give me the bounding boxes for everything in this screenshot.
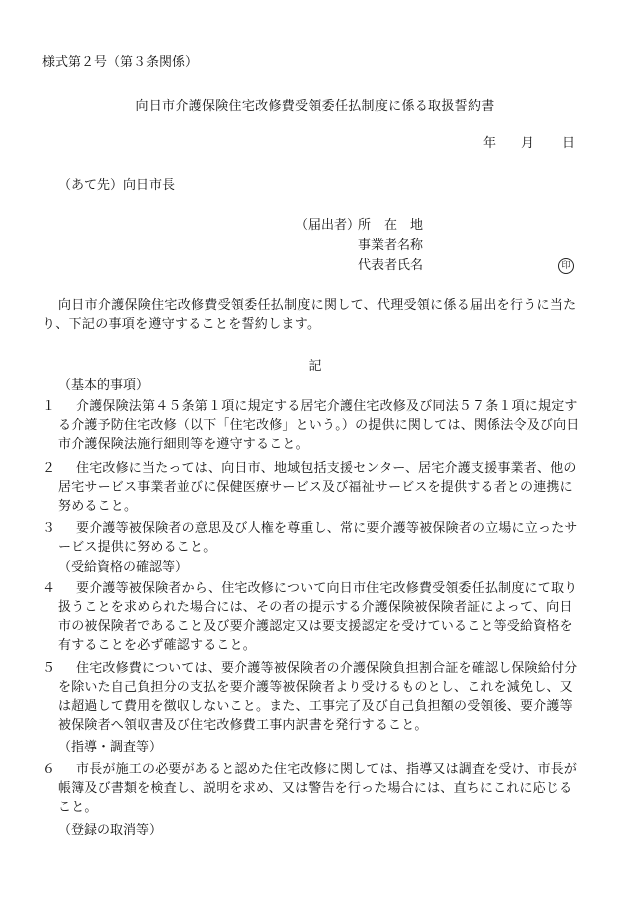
item-line: る介護予防住宅改修（以下「住宅改修」という。）の提供に関しては、関係法令及び向日 [58,418,580,433]
item-line: 要介護等被保険者から、住宅改修について向日市住宅改修費受領委任払制度にて取り [76,581,578,596]
item-line: 市の被保険者であること及び要介護認定又は要支援認定を受けていること等受給資格を [58,619,573,634]
item-line: 有することを必ず確認すること。 [58,638,257,653]
list-item [42,659,590,678]
item-number: ６ [42,762,56,777]
item-line: 扱うことを求められた場合には、その者の提示する介護保険被保険者証によって、向日 [58,600,573,615]
item-line: 介護保険法第４５条第１項に規定する居宅介護住宅改修及び同法５７条１項に規定す [76,399,578,414]
applicant-representative: 代表者氏名 [358,258,424,273]
list-item [42,397,590,416]
item-line: 市長が施工の必要があると認めた住宅改修に関しては、指導又は調査を受け、市長が [76,762,578,777]
item-line: を除いた自己負担分の支払を要介護等被保険者より受けるものとし、これを減免し、又 [58,680,573,695]
item-number: ５ [42,661,56,676]
list-item [42,519,590,538]
date-day: 日 [562,136,576,151]
addressee: （あて先）向日市長 [58,178,176,193]
section-heading-eligibility: （受給資格の確認等） [58,560,189,575]
intro-line: 向日市介護保険住宅改修費受領委任払制度に関して、代理受領に係る届出を行うに当た [58,298,577,313]
item-line: 住宅改修に当たっては、向日市、地域包括支援センター、居宅介護支援事業者、他の [76,461,577,476]
item-number: ３ [42,521,56,536]
document-title: 向日市介護保険住宅改修費受領委任払制度に係る取扱誓約書 [135,99,495,114]
list-item [42,579,590,598]
list-item [42,459,590,478]
item-number: ４ [42,581,56,596]
applicant-address: 所 在 地 [358,218,424,233]
item-line: 被保険者へ領収書及び住宅改修費工事内訳書を発行すること。 [58,718,428,733]
date-year: 年 [483,136,497,151]
item-line: 居宅サービス事業者並びに保健医療サービス及び福祉サービスを提供する者との連携に [58,480,573,495]
form-number: 様式第２号（第３条関係） [42,55,199,70]
item-number: １ [42,399,56,414]
item-line: 帳簿及び書類を検査し、説明を求め、又は警告を行った場合には、直ちにこれに応じる [58,781,573,796]
item-line: 住宅改修費については、要介護等被保険者の介護保険負担割合証を確認し保険給付分 [76,661,578,676]
list-item [42,760,590,779]
item-line: 努めること。 [58,499,138,514]
seal-mark: 印 [558,258,574,274]
item-line: こと。 [58,800,98,815]
date-month: 月 [521,136,535,151]
item-number: ２ [42,461,56,476]
applicant-business-name: 事業者名称 [358,238,424,253]
applicant-label: （届出者） [295,218,361,233]
item-line: ービス提供に努めること。 [58,540,217,555]
ki-heading: 記 [308,359,322,374]
item-line: は超過して費用を徴収しないこと。また、工事完了及び自己負担額の受領後、要介護等 [58,699,573,714]
section-heading-guidance: （指導・調査等） [58,740,163,755]
item-line: 市介護保険法施行細則等を遵守すること。 [58,437,309,452]
section-heading-basic: （基本的事項） [58,378,150,393]
item-line: 要介護等被保険者の意思及び人権を尊重し、常に要介護等被保険者の立場に立ったサ [76,521,578,536]
intro-line: り、下記の事項を遵守することを誓約します。 [42,317,321,332]
section-heading-revocation: （登録の取消等） [58,823,163,838]
